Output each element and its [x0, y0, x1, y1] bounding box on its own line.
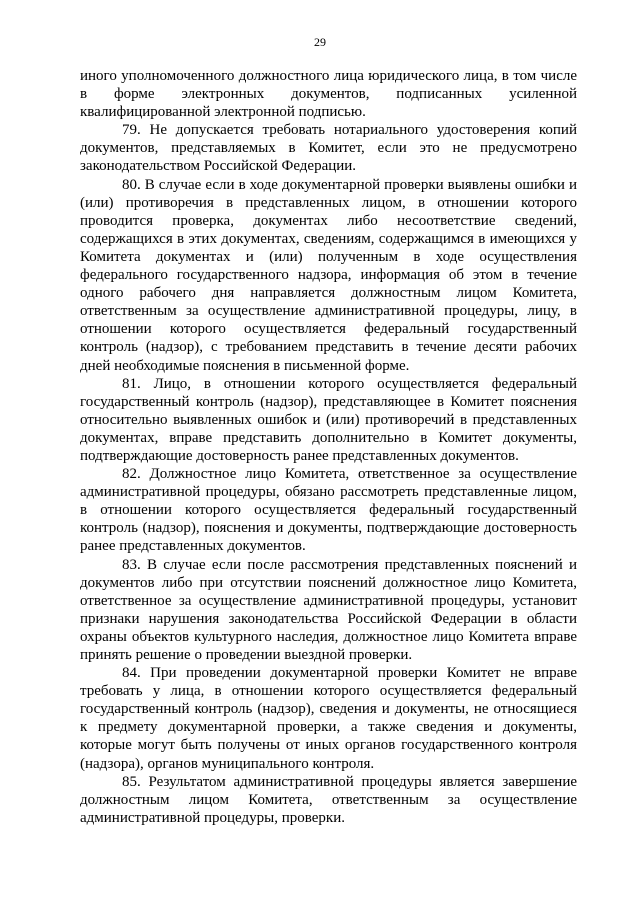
- paragraph-81: 81. Лицо, в отношении которого осуществляется федеральный государственный контроль (надзор), представляющее в Комитет пояснения относительно выявленных ошибок и (или) противоречий в представленных документах, вправе представить дополнительно в Комитет документы, подтверждающие достоверность ранее представленных документов.: [80, 375, 577, 464]
- paragraph-79: 79. Не допускается требовать нотариального удостоверения копий документов, представляемых в Комитет, если это не предусмотрено законодательством Российской Федерации.: [80, 122, 577, 175]
- paragraph-80: 80. В случае если в ходе документарной проверки выявлены ошибки и (или) противоречия в представленных лицом, в отношении которого проводится проверка, документах либо несоответствие сведений, содержащихся в этих документах, сведениям, содержащимся в имеющихся у Комитета документах и (или) полученным в ходе осуществления федерального государственного надзора, информация об этом в течение одного рабочего дня направляется должностным лицом Комитета, ответственным за осуществление административной процедуры, лицу, в отношении которого осуществляется федеральный государственный контроль (надзор), с требованием представить в течение десяти рабочих дней необходимые пояснения в письменной форме.: [80, 176, 577, 374]
- document-body: [80, 67, 577, 827]
- paragraph-82: 82. Должностное лицо Комитета, ответственное за осуществление административной процедуры, обязано рассмотреть представленные лицом, в отношении которого осуществляется федеральный государственный контроль (надзор), пояснения и документы, подтверждающие достоверность ранее представленных документов.: [80, 466, 577, 555]
- paragraph-83: 83. В случае если после рассмотрения представленных пояснений и документов либо при отсутствии пояснений должностное лицо Комитета, ответственное за осуществление административной процедуры, установит признаки нарушения законодательства Российской Федерации в области охраны объектов культурного наследия, должностное лицо Комитета вправе принять решение о проведении выездной проверки.: [80, 556, 577, 663]
- paragraph-85: 85. Результатом административной процедуры является завершение должностным лицом Комитета, ответственным за осуществление административной процедуры, проверки.: [80, 773, 577, 826]
- page-number: 29: [314, 35, 326, 49]
- paragraph-continuation: иного уполномоченного должностного лица юридического лица, в том числе в форме электронных документов, подписанных усиленной квалифицированной электронной подписью.: [80, 68, 577, 121]
- paragraph-84: 84. При проведении документарной проверки Комитет не вправе требовать у лица, в отношении которого осуществляется федеральный государственный контроль (надзор), сведения и документы, не относящиеся к предмету документарной проверки, а также сведения и документы, которые могут быть получены от иных органов государственного контроля (надзора), органов муниципального контроля.: [80, 665, 577, 772]
